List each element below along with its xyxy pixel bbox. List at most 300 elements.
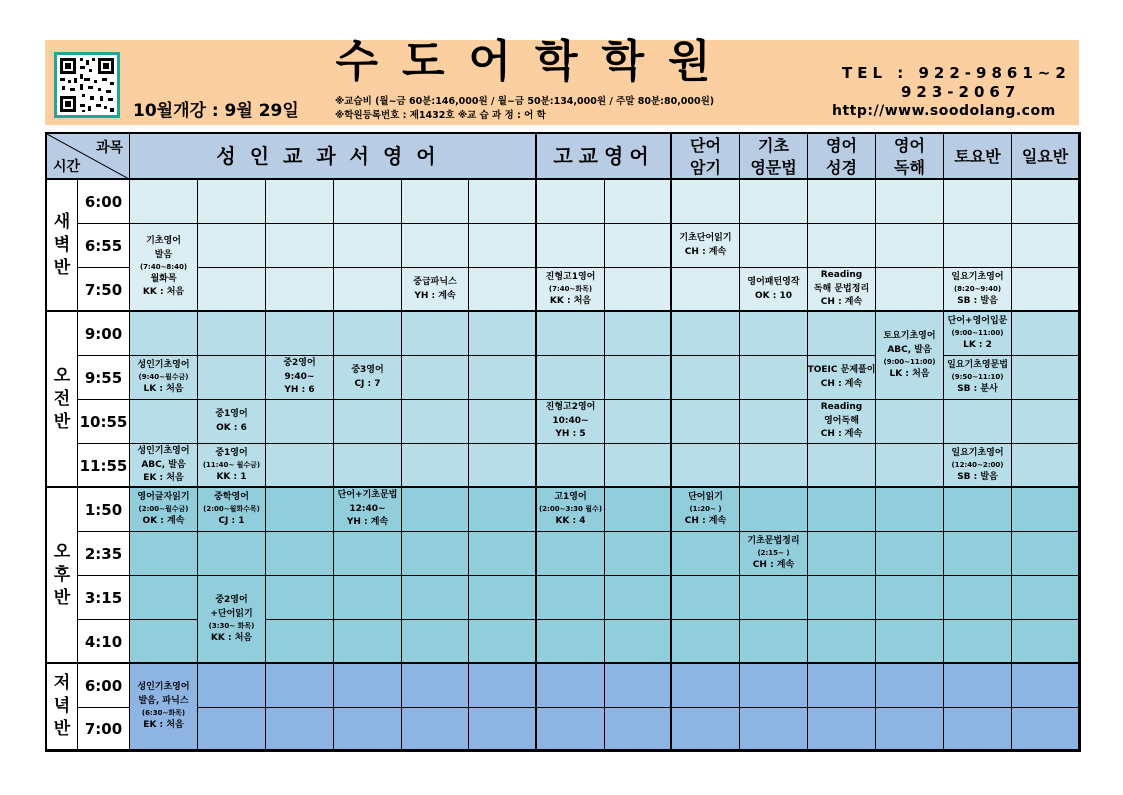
course-cell [537, 268, 605, 312]
course-line: CH : 계속 [820, 429, 863, 440]
course-line: KK : 1 [216, 471, 247, 482]
schedule-cell [808, 488, 876, 532]
schedule-cell [469, 664, 537, 708]
course-line: CJ : 7 [354, 378, 381, 389]
schedule-cell [266, 488, 334, 532]
schedule-cell [740, 664, 808, 708]
course-cell [944, 268, 1012, 312]
schedule-cell [469, 224, 537, 268]
schedule-cell [944, 488, 1012, 532]
phone-number: TEL : 922-9861~2 [842, 64, 1071, 82]
tuition-note: ※교습비 (월~금 60분:146,000원 / 월~금 50분:134,000원 / 주말 80분:80,000원) [335, 96, 715, 107]
schedule-cell [740, 708, 808, 750]
time-slot [78, 708, 130, 750]
schedule-cell [605, 576, 672, 620]
course-line: 중2영어 [215, 595, 248, 605]
course-line: EK : 처음 [143, 473, 184, 484]
course-line: 일요기초영문법 [947, 359, 1008, 370]
time-slot [78, 224, 130, 268]
course-cell [198, 488, 266, 532]
course-line: 단어+영어입문 [947, 315, 1008, 326]
course-line: (7:40~8:40) [139, 263, 188, 272]
time-slot [78, 180, 130, 224]
header-banner [45, 36, 1079, 125]
schedule-cell [130, 620, 198, 664]
schedule-cell [808, 180, 876, 224]
schedule-cell [1012, 356, 1079, 400]
schedule-cell [1012, 268, 1079, 312]
course-cell [130, 444, 198, 488]
course-line: 진형고1영어 [545, 271, 596, 282]
course-cell [808, 356, 876, 400]
schedule-cell [605, 664, 672, 708]
course-line: YH : 계속 [414, 290, 456, 301]
schedule-cell [1012, 664, 1079, 708]
open-date: 10월개강 : 9월 29일 [133, 101, 299, 121]
course-line: (9:00~11:00) [883, 358, 936, 366]
schedule-cell [672, 576, 740, 620]
course-line: Reading [820, 270, 863, 281]
time-slot [78, 620, 130, 664]
course-line: 단어+기초문법 [337, 490, 398, 501]
schedule-cell [537, 180, 605, 224]
course-cell [130, 664, 198, 750]
schedule-cell [334, 312, 402, 356]
schedule-cell [266, 620, 334, 664]
course-line: 중2영어 [283, 358, 316, 369]
time-slot [78, 444, 130, 488]
course-line: KK : 처음 [210, 632, 253, 643]
course-line: CH : 계속 [820, 378, 863, 389]
schedule-cell [808, 224, 876, 268]
schedule-cell [876, 532, 944, 576]
session-divider [47, 178, 1079, 180]
session-evening: 저 녁 반 [47, 664, 78, 750]
course-line: LK : 처음 [143, 383, 184, 394]
schedule-cell [605, 708, 672, 750]
schedule-cell [266, 400, 334, 444]
schedule-cell [198, 708, 266, 750]
schedule-cell [130, 312, 198, 356]
time-label: 7:00 [84, 719, 123, 738]
course-line: (2:00~월수금) [138, 505, 189, 514]
course-line: (9:50~11:10) [951, 373, 1004, 382]
course-line: KK : 4 [555, 515, 586, 526]
course-line: YH : 계속 [346, 517, 389, 528]
schedule-cell [537, 444, 605, 488]
course-line: (3:30~ 화목) [208, 622, 255, 630]
course-line: (12:40~2:00) [951, 461, 1004, 470]
schedule-cell [672, 664, 740, 708]
schedule-cell [672, 708, 740, 750]
schedule-cell [402, 180, 469, 224]
schedule-cell [334, 708, 402, 750]
schedule-cell [198, 664, 266, 708]
course-line: CH : 계속 [684, 246, 727, 257]
schedule-cell [469, 576, 537, 620]
course-line: 일요기초영어 [951, 447, 1004, 458]
session-morning: 오 전 반 [47, 312, 78, 488]
course-line: 영어글자읽기 [137, 491, 190, 502]
schedule-cell [1012, 180, 1079, 224]
schedule-cell [808, 708, 876, 750]
course-line: 중3영어 [351, 365, 384, 375]
schedule-cell [402, 224, 469, 268]
course-line: CH : 계속 [820, 297, 863, 308]
schedule-cell [266, 576, 334, 620]
course-cell [740, 532, 808, 576]
schedule-cell [537, 620, 605, 664]
schedule-cell [605, 400, 672, 444]
schedule-cell [537, 708, 605, 750]
schedule-cell [740, 180, 808, 224]
course-line: 기초영어 [146, 236, 181, 247]
column-header-reading: 영어 독해 [876, 134, 944, 180]
schedule-cell [944, 664, 1012, 708]
schedule-cell [605, 312, 672, 356]
column-header-adult: 성인교과서영어 [130, 134, 537, 180]
schedule-cell [130, 532, 198, 576]
schedule-cell [1012, 444, 1079, 488]
schedule-cell [198, 356, 266, 400]
course-cell [334, 356, 402, 400]
course-cell [402, 268, 469, 312]
schedule-cell [537, 664, 605, 708]
course-line: (9:40~월수금) [138, 373, 189, 382]
time-label: 11:55 [79, 456, 128, 475]
schedule-cell [469, 444, 537, 488]
schedule-cell [402, 312, 469, 356]
course-cell [537, 400, 605, 444]
course-line: 성인기초영어 [137, 446, 190, 457]
course-line: SB : 발음 [957, 295, 998, 306]
schedule-cell [537, 576, 605, 620]
course-line: 발음, 파닉스 [138, 695, 189, 706]
schedule-cell [876, 576, 944, 620]
corner-subject-label: 과목 [95, 140, 123, 156]
time-slot [78, 532, 130, 576]
schedule-cell [334, 444, 402, 488]
schedule-cell [944, 620, 1012, 664]
session-dawn: 새 벽 반 [47, 180, 78, 312]
course-line: 9:40~ [284, 371, 315, 382]
course-cell [130, 488, 198, 532]
session-divider [47, 310, 1079, 312]
course-line: 중급파닉스 [413, 277, 457, 287]
course-line: OK : 6 [216, 422, 247, 433]
schedule-cell [130, 180, 198, 224]
schedule-cell [469, 400, 537, 444]
time-slot [78, 356, 130, 400]
schedule-cell [198, 312, 266, 356]
schedule-cell [605, 356, 672, 400]
course-cell [808, 268, 876, 312]
schedule-cell [605, 224, 672, 268]
website-link[interactable]: http://www.soodolang.com [832, 103, 1056, 119]
course-line: LK : 2 [963, 339, 992, 350]
course-line: TOEIC 문제풀이 [808, 365, 876, 375]
course-line: 10:40~ [552, 415, 589, 426]
course-cell [130, 356, 198, 400]
schedule-cell [944, 708, 1012, 750]
course-line: (8:20~9:40) [953, 285, 1002, 294]
course-line: (2:00~3:30 월수) [538, 505, 603, 514]
schedule-cell [605, 532, 672, 576]
time-label: 9:55 [84, 368, 123, 387]
schedule-cell [876, 708, 944, 750]
time-label: 7:50 [84, 280, 123, 299]
time-label: 6:00 [84, 192, 123, 211]
course-line: 영어독해 [824, 415, 859, 426]
schedule-cell [605, 488, 672, 532]
schedule-cell [672, 312, 740, 356]
schedule-cell [1012, 488, 1079, 532]
schedule-cell [402, 488, 469, 532]
time-label: 3:15 [84, 588, 123, 607]
course-line: 독해 문법정리 [813, 283, 870, 294]
schedule-cell [876, 664, 944, 708]
course-cell [130, 224, 198, 312]
course-line: 고1영어 [554, 491, 587, 502]
course-line: SB : 발음 [957, 471, 998, 482]
course-line: ABC, 발음 [887, 344, 932, 355]
schedule-cell [876, 268, 944, 312]
time-label: 10:55 [79, 412, 128, 431]
schedule-cell [266, 664, 334, 708]
schedule-cell [334, 224, 402, 268]
schedule-cell [1012, 312, 1079, 356]
course-line: 기초문법정리 [747, 535, 800, 546]
schedule-cell [672, 444, 740, 488]
schedule-cell [469, 180, 537, 224]
course-line: CH : 계속 [684, 515, 727, 526]
schedule-cell [808, 620, 876, 664]
schedule-cell [1012, 576, 1079, 620]
schedule-cell [469, 268, 537, 312]
schedule-cell [876, 400, 944, 444]
schedule-cell [334, 268, 402, 312]
registration-note: ※학원등록번호 : 제1432호 ※교 습 과 정 : 어 학 [335, 110, 546, 121]
course-line: LK : 처음 [889, 368, 930, 379]
course-line: (2:00~월화수목) [203, 505, 260, 514]
column-header-bible: 영어 성경 [808, 134, 876, 180]
schedule-cell [740, 312, 808, 356]
schedule-cell [334, 532, 402, 576]
schedule-cell [130, 576, 198, 620]
schedule-cell [334, 664, 402, 708]
course-line: YH : 5 [555, 429, 586, 440]
schedule-cell [740, 444, 808, 488]
course-cell [944, 356, 1012, 400]
schedule-cell [740, 356, 808, 400]
schedule-cell [740, 576, 808, 620]
schedule-cell [469, 312, 537, 356]
course-line: 중1영어 [215, 447, 248, 458]
schedule-cell [740, 620, 808, 664]
schedule-cell [334, 180, 402, 224]
course-line: 토요기초영어 [883, 331, 936, 341]
column-header-highschool: 고교영어 [537, 134, 672, 180]
course-cell [808, 400, 876, 444]
group-divider [670, 134, 672, 750]
schedule-cell [266, 180, 334, 224]
course-line: OK : 10 [754, 290, 792, 301]
course-line: YH : 6 [284, 385, 315, 396]
time-slot [78, 312, 130, 356]
schedule-cell [198, 268, 266, 312]
schedule-cell [672, 180, 740, 224]
course-cell [944, 444, 1012, 488]
course-cell [198, 576, 266, 664]
schedule-cell [876, 224, 944, 268]
schedule-cell [740, 400, 808, 444]
course-line: +단어읽기 [210, 608, 253, 619]
schedule-cell [198, 532, 266, 576]
schedule-cell [1012, 620, 1079, 664]
session-afternoon: 오 후 반 [47, 488, 78, 664]
schedule-cell [537, 532, 605, 576]
schedule-cell [537, 312, 605, 356]
course-line: (2:15~ ) [757, 549, 790, 558]
schedule-cell [876, 444, 944, 488]
schedule-cell [402, 664, 469, 708]
qr-code-icon [54, 52, 120, 118]
course-line: 발음 [154, 249, 173, 260]
schedule-cell [1012, 708, 1079, 750]
course-line: 일요기초영어 [951, 271, 1004, 282]
schedule-cell [944, 532, 1012, 576]
schedule-cell [266, 268, 334, 312]
schedule-cell [469, 708, 537, 750]
course-cell [876, 312, 944, 400]
schedule-cell [808, 532, 876, 576]
course-line: ABC, 발음 [141, 459, 186, 470]
course-cell [266, 356, 334, 400]
course-line: 중학영어 [214, 491, 249, 502]
course-line: 성인기초영어 [137, 682, 190, 692]
schedule-cell [198, 180, 266, 224]
schedule-cell [469, 356, 537, 400]
schedule-cell [876, 488, 944, 532]
schedule-cell [334, 620, 402, 664]
schedule-cell [944, 576, 1012, 620]
schedule-cell [944, 180, 1012, 224]
schedule-cell [266, 444, 334, 488]
course-line: (6:30~화목) [141, 709, 186, 717]
schedule-cell [334, 576, 402, 620]
time-label: 6:00 [84, 676, 123, 695]
column-header-sunday: 일요반 [1012, 134, 1079, 180]
schedule-cell [537, 356, 605, 400]
time-slot [78, 576, 130, 620]
schedule-cell [266, 312, 334, 356]
schedule-cell [1012, 400, 1079, 444]
schedule-cell [672, 532, 740, 576]
course-line: Reading [820, 402, 863, 413]
time-slot [78, 400, 130, 444]
course-line: 영어패턴영작 [747, 277, 800, 287]
schedule-cell [672, 268, 740, 312]
schedule-cell [944, 224, 1012, 268]
schedule-cell [605, 444, 672, 488]
schedule-cell [944, 400, 1012, 444]
course-cell [198, 400, 266, 444]
course-cell [537, 488, 605, 532]
schedule-cell [740, 488, 808, 532]
schedule-cell [402, 444, 469, 488]
time-slot [78, 268, 130, 312]
column-header-saturday: 토요반 [944, 134, 1012, 180]
time-slot [78, 664, 130, 708]
course-line: 성인기초영어 [137, 359, 190, 370]
course-line: 진형고2영어 [545, 402, 596, 413]
course-line: CH : 계속 [752, 559, 795, 570]
course-line: CJ : 1 [218, 515, 245, 526]
course-line: EK : 처음 [143, 719, 184, 730]
schedule-cell [266, 224, 334, 268]
schedule-cell [402, 620, 469, 664]
time-label: 9:00 [84, 324, 123, 343]
schedule-cell [672, 400, 740, 444]
schedule-cell [1012, 224, 1079, 268]
academy-title: 수도어학학원 [335, 36, 735, 87]
schedule-cell [469, 532, 537, 576]
course-line: 월화목 [150, 273, 177, 284]
column-header-grammar: 기초 영문법 [740, 134, 808, 180]
schedule-cell [808, 576, 876, 620]
schedule-cell [334, 400, 402, 444]
phone-number-2: 923-2067 [901, 83, 1021, 101]
schedule-cell [130, 400, 198, 444]
course-cell [672, 488, 740, 532]
schedule-cell [740, 224, 808, 268]
course-cell [672, 224, 740, 268]
course-cell [944, 312, 1012, 356]
course-line: KK : 처음 [549, 295, 592, 306]
schedule-cell [402, 532, 469, 576]
schedule-cell [469, 488, 537, 532]
schedule-cell [605, 620, 672, 664]
schedule-cell [876, 620, 944, 664]
schedule-cell [808, 664, 876, 708]
schedule-cell [1012, 532, 1079, 576]
time-label: 1:50 [84, 500, 123, 519]
timetable [45, 132, 1081, 752]
schedule-cell [876, 180, 944, 224]
group-divider [535, 134, 537, 750]
schedule-cell [402, 356, 469, 400]
schedule-cell [672, 620, 740, 664]
course-line: OK : 계속 [142, 515, 185, 526]
course-line: (1:20~ ) [689, 505, 722, 514]
course-line: SB : 분사 [957, 383, 998, 394]
column-header-vocab: 단어 암기 [672, 134, 740, 180]
schedule-cell [266, 532, 334, 576]
schedule-cell [266, 708, 334, 750]
time-label: 2:35 [84, 544, 123, 563]
schedule-cell [402, 400, 469, 444]
time-slot [78, 488, 130, 532]
schedule-cell [808, 444, 876, 488]
session-divider [47, 662, 1079, 664]
schedule-cell [402, 708, 469, 750]
schedule-cell [469, 620, 537, 664]
time-label: 6:55 [84, 236, 123, 255]
schedule-cell [402, 576, 469, 620]
course-line: (9:00~11:00) [951, 329, 1004, 338]
corner-time-label: 시간 [53, 159, 81, 175]
time-label: 4:10 [84, 632, 123, 651]
